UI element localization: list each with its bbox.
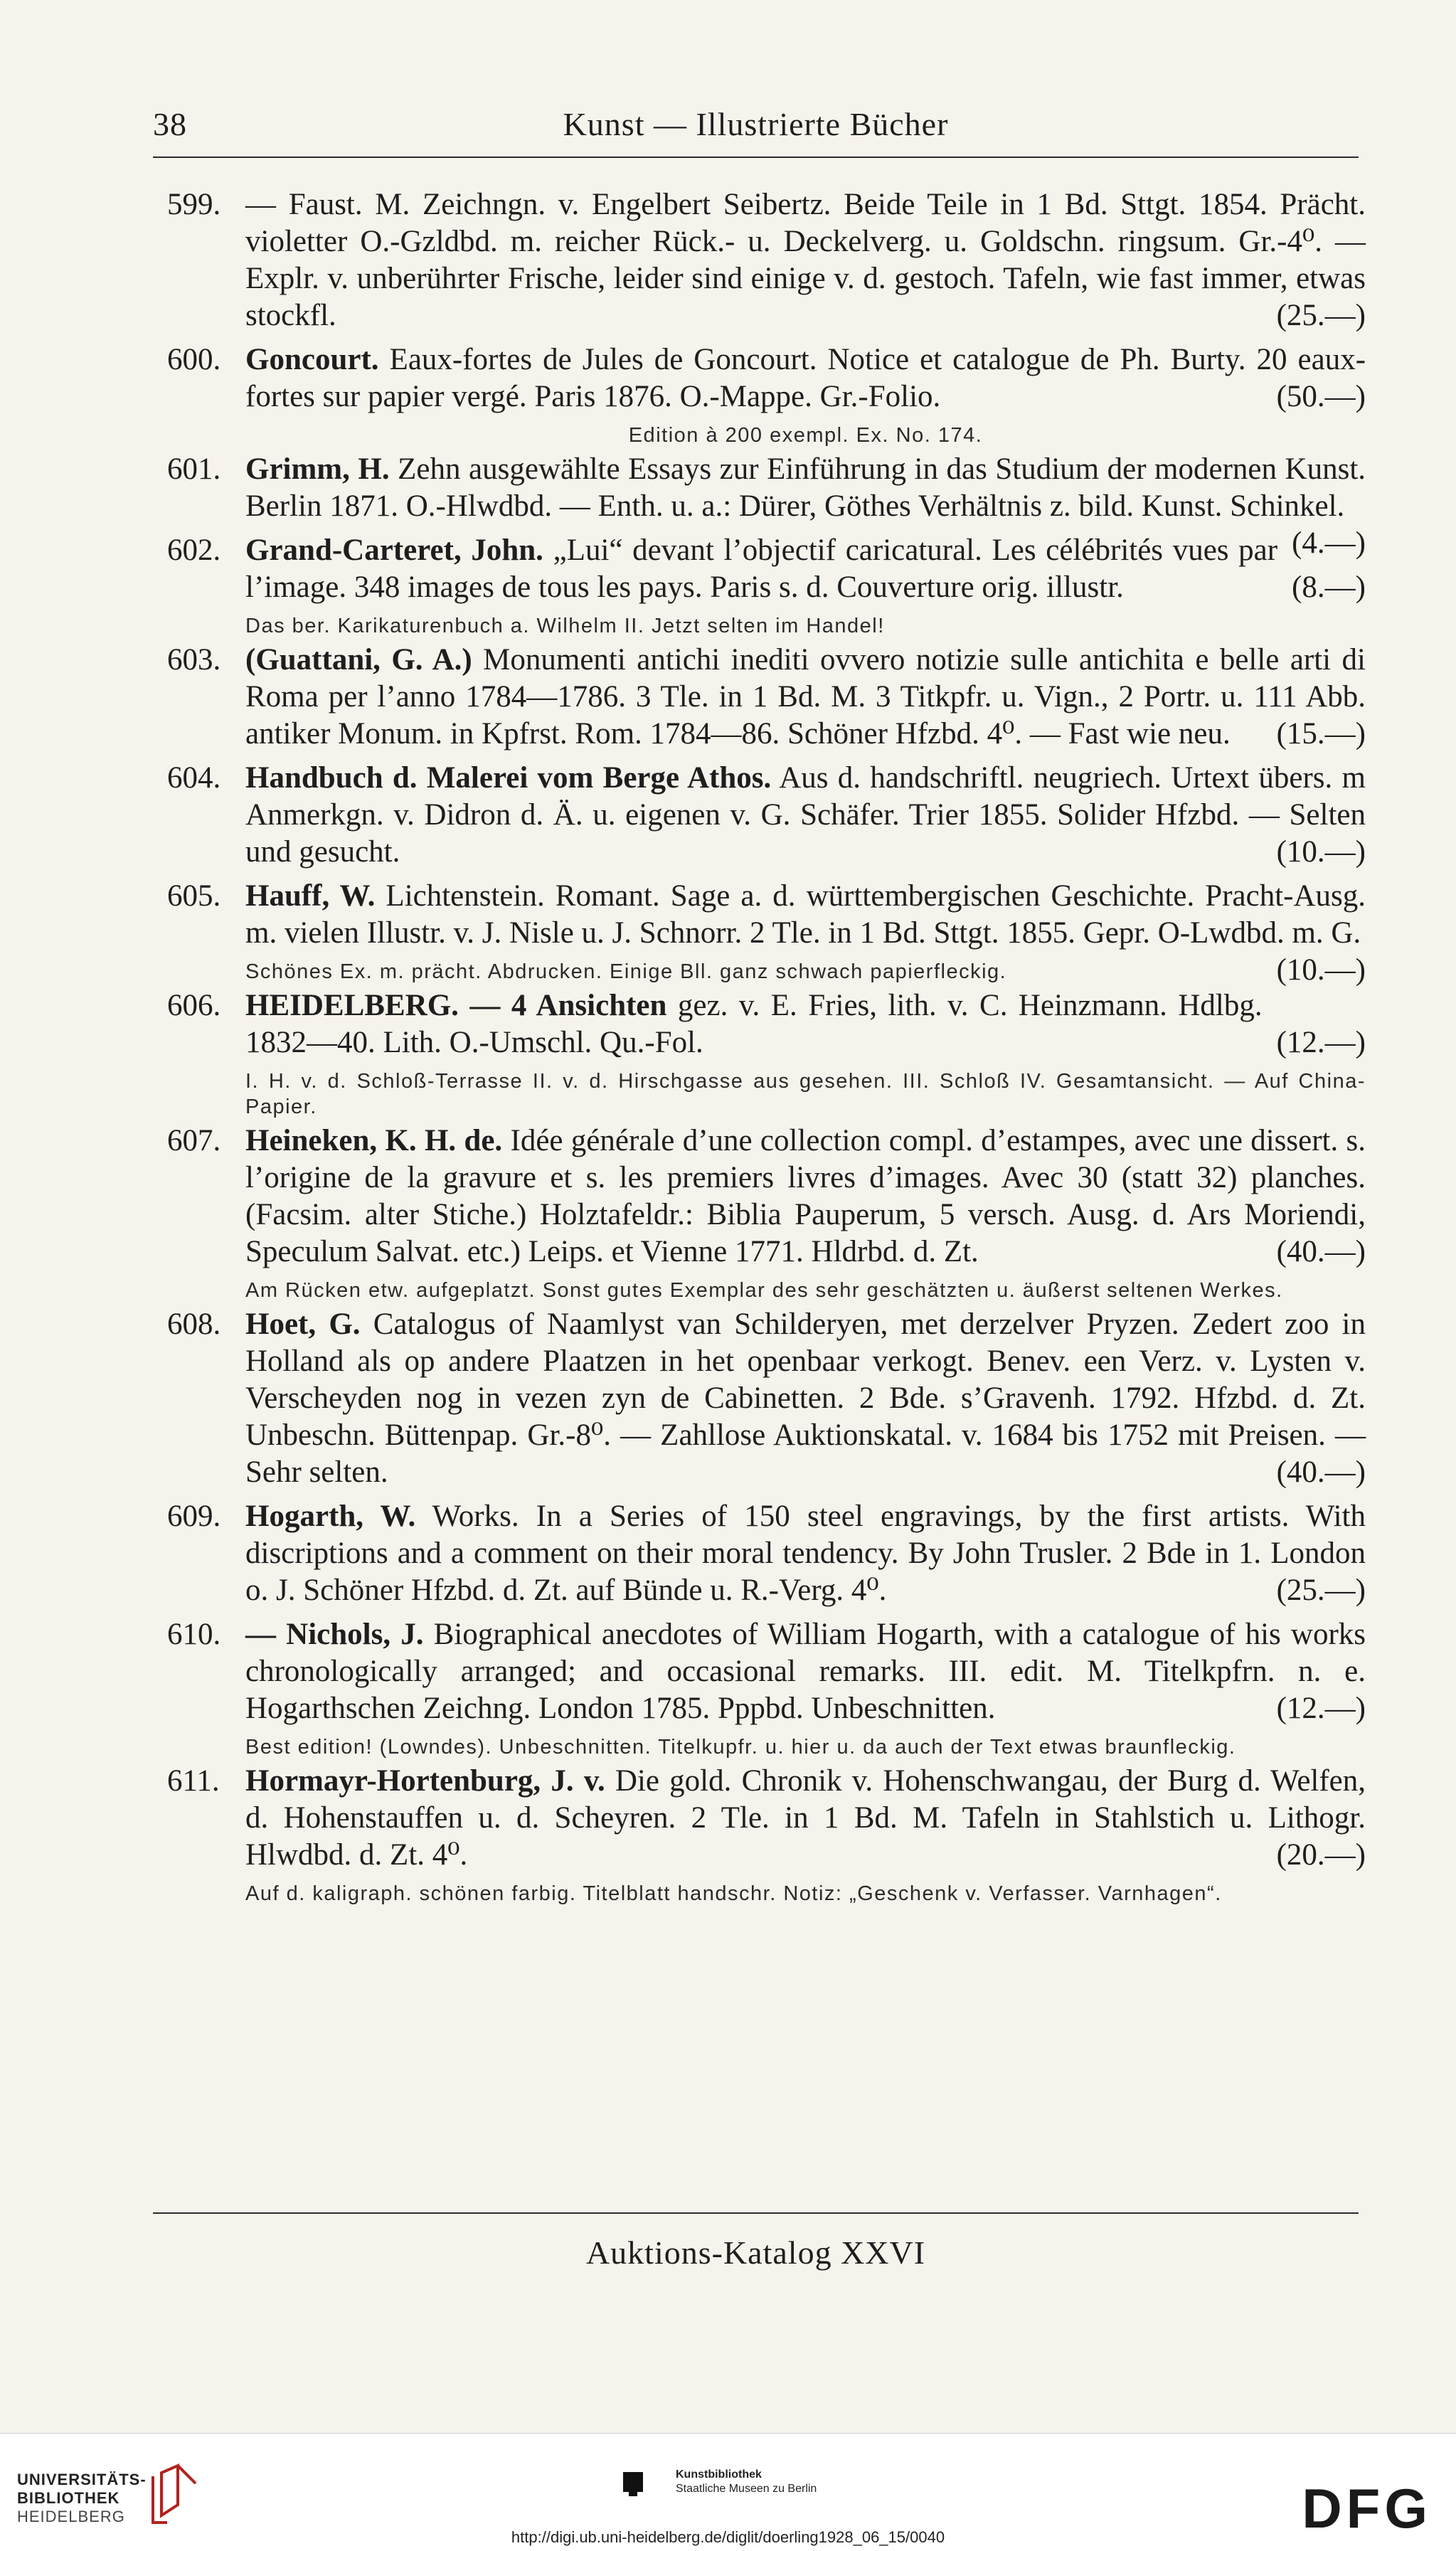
catalog-entry <box>167 760 1366 871</box>
entry-description: Lichtenstein. Romant. Sage a. d. württembergischen Geschichte. Pracht-Ausg. m. vielen Illustr. v. J. Nisle u. J. Schnorr. 2 Tle. in 1 Bd. Sttgt. 1855. Gepr. O-Lwdbd. m. G. <box>245 879 1366 950</box>
entry-price: (12.—) <box>1276 1026 1366 1059</box>
uni-line-3: HEIDELBERG <box>17 2508 125 2525</box>
entry-number: 604. <box>167 761 221 795</box>
entry-note: Auf d. kaligraph. schönen farbig. Titelblatt handschr. Notiz: „Geschenk v. Verfasser. Varnhagen“. <box>245 1882 1222 1905</box>
entry-price: (20.—) <box>1276 1838 1366 1872</box>
entry-description: Idée générale d’une collection compl. d’estampes, avec une dissert. s. l’origine de la gravure et s. les premiers livres d’images. Avec 30 (statt 32) planches. (Facsim. alter Stiche.) Holztafeldr.: Biblia Pauperum, 5 versch. Ausg. d. Ars Moriendi, Speculum Salvat. etc.) Leips. et Vienne 1771. Hldrbd. d. Zt. <box>245 1124 1366 1268</box>
catalog-entry <box>167 1306 1366 1491</box>
entry-description: „Lui“ devant l’objectif caricatural. Les célébrités vues par l’image. 348 images de tous les pays. Paris s. d. Couverture orig. illustr. <box>245 534 1278 604</box>
entry-text <box>245 1498 1366 1609</box>
entry-price: (50.—) <box>1276 380 1366 413</box>
entry-body <box>167 1498 1366 1609</box>
university-library-logo-text <box>17 2471 147 2526</box>
entry-text <box>245 1123 1366 1271</box>
entry-price: (25.—) <box>1276 1574 1366 1607</box>
entry-note: Edition à 200 exempl. Ex. No. 174. <box>628 424 983 447</box>
entry-author: — Nichols, J. <box>245 1618 424 1651</box>
entry-text <box>245 1763 1366 1874</box>
entry-note: Best edition! (Lowndes). Unbeschnitten. Titelkupfr. u. hier u. da auch der Text etwas braunfleckig. <box>245 1736 1236 1759</box>
entry-price: (25.—) <box>1276 299 1366 332</box>
entry-description: Die gold. Chronik v. Hohenschwangau, der Burg d. Welfen, d. Hohenstauffen u. d. Scheyren. 2 Tle. in 1 Bd. M. Tafeln in Stahlstich u. Lithogr. Hlwdbd. d. Zt. 4⁰. <box>245 1764 1366 1872</box>
entry-number: 609. <box>167 1500 221 1533</box>
entry-number: 606. <box>167 989 221 1022</box>
entry-price: (15.—) <box>1276 717 1366 751</box>
entry-list <box>167 186 1366 1909</box>
entry-description: Eaux-fortes de Jules de Goncourt. Notice et catalogue de Ph. Burty. 20 eaux-fortes sur papier vergé. Paris 1876. O.-Mappe. Gr.-Folio. <box>245 343 1366 413</box>
university-library-logo-icon <box>146 2462 203 2530</box>
entry-number: 600. <box>167 343 221 376</box>
entry-number: 601. <box>167 452 221 486</box>
page-number: 38 <box>153 106 187 142</box>
entry-body <box>167 1306 1366 1491</box>
catalog-entry <box>167 341 1366 448</box>
entry-price: (10.—) <box>1276 835 1366 869</box>
entry-note: I. H. v. d. Schloß-Terrasse II. v. d. Hirschgasse aus gesehen. III. Schloß IV. Gesamtansicht. — Auf China-Papier. <box>245 1070 1366 1118</box>
entry-body <box>167 760 1366 871</box>
catalog-entry <box>167 1498 1366 1609</box>
entry-price: (10.—) <box>1276 953 1366 987</box>
entry-author: Hormayr-Hortenburg, J. v. <box>245 1764 605 1798</box>
entry-body <box>167 341 1366 415</box>
dfg-logo: DFG <box>1302 2477 1432 2540</box>
entry-note: Am Rücken etw. aufgeplatzt. Sonst gutes Exemplar des sehr geschätzten u. äußerst seltenen Werkes. <box>245 1279 1283 1302</box>
entry-author: Hogarth, W. <box>245 1500 416 1533</box>
entry-author: Handbuch d. Malerei vom Berge Athos. <box>245 761 772 795</box>
entry-author: Grand-Carteret, John. <box>245 534 543 567</box>
entry-body <box>167 1763 1366 1874</box>
kunstbibliothek-text <box>676 2468 817 2496</box>
entry-author: Hauff, W. <box>245 879 376 913</box>
entry-price: (40.—) <box>1276 1455 1366 1489</box>
footer-rule <box>153 2212 1359 2214</box>
entry-note: Das ber. Karikaturenbuch a. Wilhelm II. Jetzt selten im Handel! <box>245 615 885 637</box>
entry-note: Schönes Ex. m. prächt. Abdrucken. Einige Bll. ganz schwach papierfleckig. <box>245 960 1007 983</box>
catalog-entry <box>167 532 1366 639</box>
entry-number: 599. <box>167 188 221 221</box>
catalog-entry <box>167 1616 1366 1760</box>
footer-title: Auktions-Katalog XXVI <box>585 2234 926 2271</box>
entry-price: (4.—) <box>1292 526 1366 560</box>
entry-number: 607. <box>167 1124 221 1157</box>
entry-price: (12.—) <box>1276 1692 1366 1725</box>
entry-number: 611. <box>167 1764 220 1798</box>
entry-author: HEIDELBERG. — 4 Ansichten <box>245 989 667 1022</box>
entry-description: Monumenti antichi inediti ovvero notizie sulle antichita e belle arti di Roma per l’anno 1784—1786. 3 Tle. in 1 Bd. M. 3 Titkpfr. u. Vign., 2 Portr. u. 111 Abb. antiker Monum. in Kpfrst. Rom. 1784—86. Schöner Hfzbd. 4⁰. — Fast wie neu. <box>245 643 1366 751</box>
catalog-entry <box>167 987 1366 1120</box>
entry-author: Goncourt. <box>245 343 379 376</box>
source-url-link[interactable]: http://digi.ub.uni-heidelberg.de/diglit/doerling1928_06_15/0040 <box>511 2528 945 2546</box>
entry-text <box>245 341 1366 415</box>
catalog-entry <box>167 1763 1366 1906</box>
uni-line-2: BIBLIOTHEK <box>17 2489 120 2507</box>
entry-body <box>167 1123 1366 1271</box>
entry-number: 603. <box>167 643 221 677</box>
entry-text <box>245 987 1366 1061</box>
entry-description: Biographical anecdotes of William Hogarth, with a catalogue of his works chronologically arranged; and occasional remarks. III. edit. M. Titelkpfrn. n. e. Hogarthschen Zeichng. London 1785. Pppbd. Unbeschnitten. <box>245 1618 1366 1725</box>
kb-line-2: Staatliche Museen zu Berlin <box>676 2483 817 2495</box>
entry-body <box>167 642 1366 753</box>
entry-text <box>245 532 1366 606</box>
catalog-entry <box>167 878 1366 985</box>
entry-text <box>245 1306 1366 1491</box>
kunstbibliothek-logo-icon <box>619 2469 647 2498</box>
entry-description: Works. In a Series of 150 steel engravings, by the first artists. With discriptions and a comment on their moral tendency. By John Trusler. 2 Bde in 1. London o. J. Schöner Hfzbd. d. Zt. auf Bünde u. R.-Verg. 4⁰. <box>245 1500 1366 1607</box>
entry-author: Hoet, G. <box>245 1308 361 1341</box>
entry-body <box>167 532 1366 606</box>
page-title: Kunst — Illustrierte Bücher <box>563 106 949 142</box>
entry-number: 605. <box>167 879 221 913</box>
entry-author: (Guattani, G. A.) <box>245 643 472 677</box>
entry-text <box>245 1616 1366 1727</box>
entry-author: Grimm, H. <box>245 452 390 486</box>
kb-line-1: Kunstbibliothek <box>676 2468 762 2481</box>
entry-author: Heineken, K. H. de. <box>245 1124 503 1157</box>
entry-description: gez. v. E. Fries, lith. v. C. Heinzmann. Hdlbg. 1832—40. Lith. O.-Umschl. Qu.-Fol. <box>245 989 1263 1059</box>
catalog-entry <box>167 1123 1366 1303</box>
digitization-banner <box>0 2433 1456 2551</box>
entry-description: Aus d. handschriftl. neugriech. Urtext übers. m Anmerkgn. v. Didron d. Ä. u. eigenen v. G. Schäfer. Trier 1855. Solider Hfzbd. — Selten und gesucht. <box>245 761 1366 869</box>
entry-body <box>167 1616 1366 1727</box>
entry-description: Catalogus of Naamlyst van Schilderyen, met derzelver Pryzen. Zedert zoo in Holland als op andere Plaatzen in het openbaar verkogt. Benev. een Verz. v. Lysten v. Verscheyden nog in vezen zyn de Cabinetten. 2 Bde. s’Gravenh. 1792. Hfzbd. d. Zt. Unbeschn. Büttenpap. Gr.-8⁰. — Zahllose Auktionskatal. v. 1684 bis 1752 mit Preisen. — Sehr selten. <box>245 1308 1366 1489</box>
entry-text <box>245 186 1366 334</box>
entry-body <box>167 987 1366 1061</box>
entry-price: (40.—) <box>1276 1235 1366 1268</box>
entry-text <box>245 642 1366 753</box>
entry-number: 610. <box>167 1618 221 1651</box>
running-head <box>153 105 1359 148</box>
entry-text <box>245 760 1366 871</box>
entry-number: 602. <box>167 534 221 567</box>
uni-line-1: UNIVERSITÄTS- <box>17 2471 147 2488</box>
entry-description: Zehn ausgewählte Essays zur Einführung in das Studium der modernen Kunst. Berlin 1871. O.-Hlwdbd. — Enth. u. a.: Dürer, Göthes Verhältnis z. bild. Kunst. Schinkel. <box>245 452 1366 523</box>
entry-price: (8.—) <box>1292 571 1366 604</box>
catalog-entry <box>167 186 1366 334</box>
entry-description: — Faust. M. Zeichngn. v. Engelbert Seibertz. Beide Teile in 1 Bd. Sttgt. 1854. Prächt. violetter O.-Gzldbd. m. reicher Rück.- u. Deckelverg. u. Goldschn. ringsum. Gr.-4⁰. — Explr. v. unberührter Frische, leider sind einige v. d. gestoch. Tafeln, wie fast immer, etwas stockfl. <box>245 188 1366 332</box>
header-rule <box>153 157 1359 158</box>
entry-body <box>167 186 1366 334</box>
catalog-entry <box>167 642 1366 753</box>
entry-number: 608. <box>167 1308 221 1341</box>
